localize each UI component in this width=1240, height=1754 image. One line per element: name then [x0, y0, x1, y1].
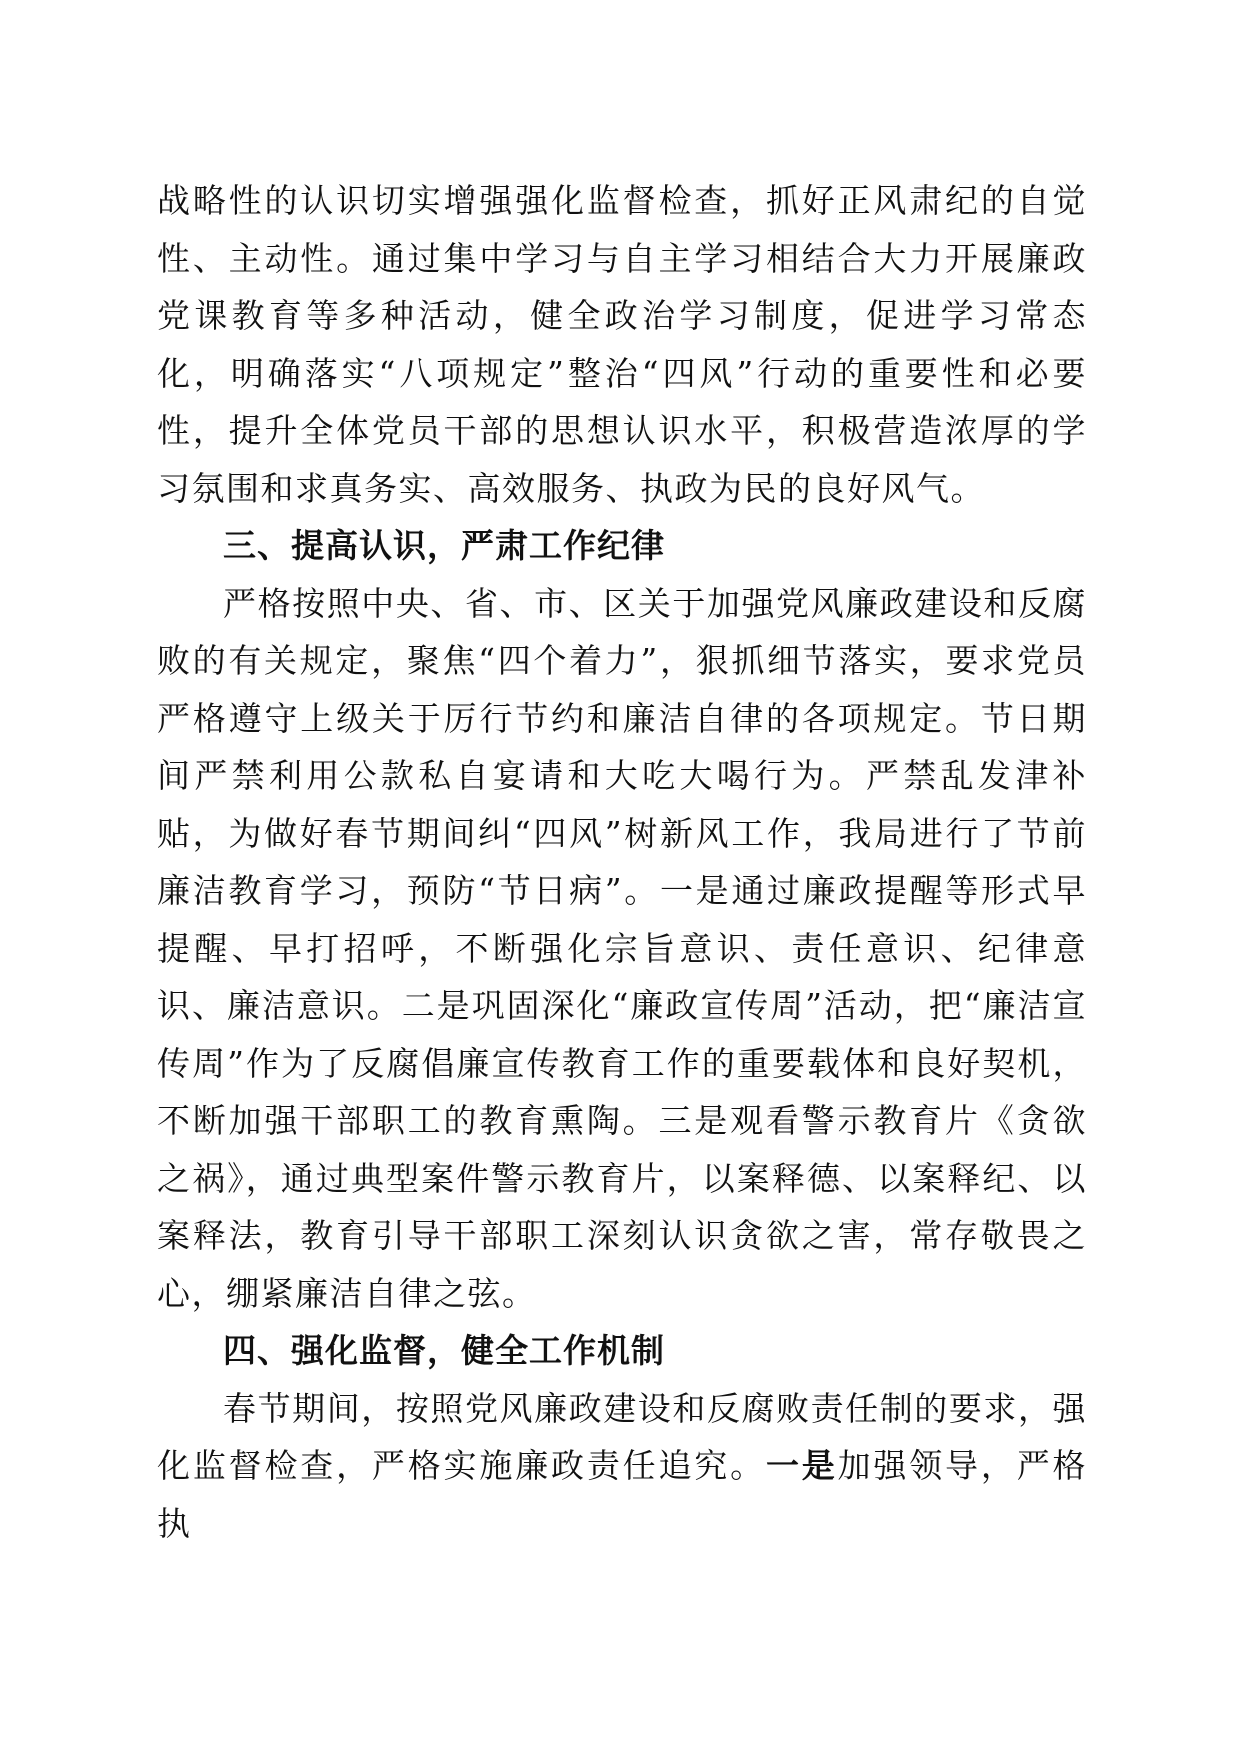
paragraph-section-4-end: 加强领导，严格执: [157, 1446, 1088, 1543]
paragraph-section-4-start: 春节期间，按照党风廉政建设和反腐败责任制的要求，强化监督检查，严格实施廉政责任追究。: [157, 1388, 1087, 1485]
paragraph-section-3: 严格按照中央、省、市、区关于加强党风廉政建设和反腐败的有关规定，聚焦“四个着力”，狠抓细节落实，要求党员严格遵守上级关于厉行节约和廉洁自律的各项规定。节日期间严禁利用公款私自宴请和大吃大喝行为。严禁乱发津补贴，为做好春节期间纠“四风”树新风工作，我局进行了节前廉洁教育学习，预防“节日病”。一是通过廉政提醒等形式早提醒、早打招呼，不断强化宗旨意识、责任意识、纪律意识、廉洁意识。二是巩固深化“廉政宣传周”活动，把“廉洁宣传周”作为了反腐倡廉宣传教育工作的重要载体和良好契机，不断加强干部职工的教育熏陶。三是观看警示教育片《贪欲之祸》，通过典型案件警示教育片，以案释德、以案释纪、以案释法，教育引导干部职工深刻认识贪欲之害，常存敬畏之心，绷紧廉洁自律之弦。: [157, 583, 1087, 1313]
paragraph-continuation: 战略性的认识切实增强强化监督检查，抓好正风肃纪的自觉性、主动性。通过集中学习与自主学习相结合大力开展廉政党课教育等多种活动，健全政治学习制度，促进学习常态化，明确落实“八项规定”整治“四风”行动的重要性和必要性，提升全体党员干部的思想认识水平，积极营造浓厚的学习氛围和求真务实、高效服务、执政为民的良好风气。: [157, 181, 1087, 508]
emphasis-first: 一是: [765, 1446, 838, 1485]
document-body: [157, 172, 1087, 1552]
section-heading-3: 三、提高认识，严肃工作纪律: [223, 526, 665, 565]
paragraph-section-4: [157, 1380, 1087, 1553]
section-heading-4: 四、强化监督，健全工作机制: [223, 1331, 665, 1370]
